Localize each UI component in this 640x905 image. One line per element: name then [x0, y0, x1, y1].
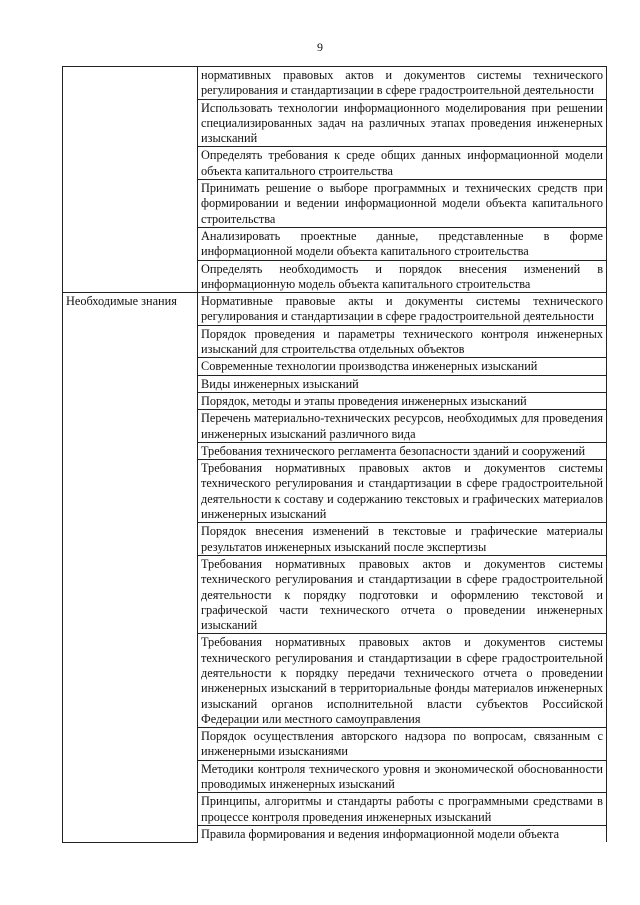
table-cell: Требования технического регламента безопасности зданий и сооружений [198, 442, 607, 459]
table-cell: Перечень материально-технических ресурсов, необходимых для проведения инженерных изысканий различного вида [198, 410, 607, 443]
table-cell: нормативных правовых актов и документов системы технического регулирования и стандартизации в сфере градостроительной деятельности [198, 67, 607, 100]
table-cell: Использовать технологии информационного моделирования при решении специализированных задач на различных этапах проведения инженерных изысканий [198, 99, 607, 147]
table-cell: Порядок, методы и этапы проведения инженерных изысканий [198, 392, 607, 409]
table-cell: Анализировать проектные данные, представленные в форме информационной модели объекта капитального строительства [198, 227, 607, 260]
table-cell: Определять требования к среде общих данных информационной модели объекта капитального строительства [198, 147, 607, 180]
table-cell: Современные технологии производства инженерных изысканий [198, 358, 607, 375]
table-cell: Определять необходимость и порядок внесения изменений в информационную модель объекта капитального строительства [198, 260, 607, 293]
table-cell: Виды инженерных изысканий [198, 375, 607, 392]
table-cell: Нормативные правовые акты и документы системы технического регулирования и стандартизации в сфере градостроительной деятельности [198, 293, 607, 326]
table-cell: Принципы, алгоритмы и стандарты работы с программными средствами в процессе контроля проведения инженерных изысканий [198, 793, 607, 826]
table-row [63, 293, 607, 326]
table-cell: Правила формирования и ведения информационной модели объекта [198, 825, 607, 842]
table-cell: Порядок внесения изменений в текстовые и графические материалы результатов инженерных изысканий после экспертизы [198, 523, 607, 556]
table-cell: Требования нормативных правовых актов и документов системы технического регулирования и стандартизации в сфере градостроительной деятельности к порядку подготовки и оформлению текстовой и графической части технического отчета о проведении инженерных изысканий [198, 555, 607, 633]
section-label [63, 67, 198, 293]
section-label: Необходимые знания [63, 293, 198, 843]
table-cell: Порядок проведения и параметры технического контроля инженерных изысканий для строительства отдельных объектов [198, 325, 607, 358]
page-number: 9 [317, 40, 323, 54]
table-cell: Требования нормативных правовых актов и документов системы технического регулирования и стандартизации в сфере градостроительной деятельности к порядку передачи технического отчета о проведении инженерных изысканий в территориальные фонды материалов инженерных изысканий органов исполнительной власти субъектов Российской Федерации или местного самоуправления [198, 634, 607, 728]
table-cell: Требования нормативных правовых актов и документов системы технического регулирования и стандартизации в сфере градостроительной деятельности к составу и содержанию текстовых и графических материалов инженерных изысканий [198, 460, 607, 523]
table-cell: Методики контроля технического уровня и экономической обоснованности проводимых инженерных изысканий [198, 760, 607, 793]
table-cell: Принимать решение о выборе программных и технических средств при формировании и ведении информационной модели объекта капитального строительства [198, 180, 607, 228]
table-row [63, 67, 607, 100]
table-cell: Порядок осуществления авторского надзора по вопросам, связанным с инженерными изысканиями [198, 728, 607, 761]
requirements-table [62, 66, 607, 843]
